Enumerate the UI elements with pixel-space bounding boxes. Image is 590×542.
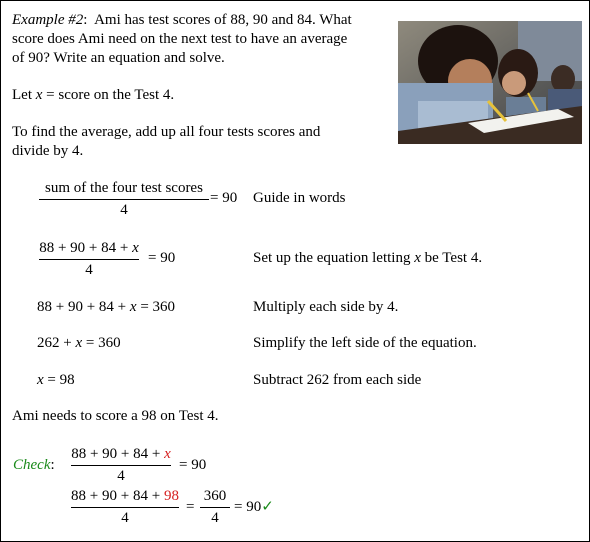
intro-line-2: score does Ami need on the next test to have an average <box>12 31 348 47</box>
fraction-denominator: 4 <box>121 510 129 526</box>
let-statement: Let x = score on the Test 4. <box>12 87 175 103</box>
fraction-denominator: 4 <box>120 202 128 218</box>
example-label: Example #2 <box>12 12 84 28</box>
check-2-equals: = <box>186 499 195 515</box>
fraction-numerator: 88 + 90 + 84 + x <box>71 446 171 462</box>
average-text-line-2: divide by 4. <box>12 143 84 159</box>
photo-illustration <box>398 21 582 144</box>
check-label: Check: <box>13 457 55 473</box>
fraction-bar <box>71 507 179 508</box>
fraction-numerator: 360 <box>203 488 227 504</box>
fraction-denominator: 4 <box>85 262 93 278</box>
check-1-rhs: = 90 <box>179 457 207 473</box>
check-fraction-1 <box>71 445 171 487</box>
fraction-denominator: 4 <box>211 510 219 526</box>
conclusion: Ami needs to score a 98 on Test 4. <box>12 408 219 424</box>
fraction-numerator: 88 + 90 + 84 + 98 <box>71 488 179 504</box>
checkmark-icon: ✓ <box>261 499 274 515</box>
step-1-rhs: = 90 <box>210 190 238 206</box>
step-4-description: Simplify the left side of the equation. <box>253 335 477 351</box>
step-2-description: Set up the equation letting x be Test 4. <box>253 250 483 266</box>
check-fraction-2 <box>71 487 179 529</box>
step-3-equation: 88 + 90 + 84 + x = 360 <box>37 299 176 315</box>
step-3-description: Multiply each side by 4. <box>253 299 399 315</box>
fraction-bar <box>39 259 139 260</box>
fraction-bar <box>39 199 209 200</box>
average-text-line-1: To find the average, add up all four tests scores and <box>12 124 321 140</box>
students-taking-test-photo <box>398 21 582 144</box>
equation-fraction <box>39 239 139 281</box>
step-2-rhs: = 90 <box>148 250 176 266</box>
step-4-equation: 262 + x = 360 <box>37 335 121 351</box>
check-2-rhs: = 90✓ <box>234 499 274 515</box>
fraction-numerator: sum of the four test scores <box>45 180 203 196</box>
fraction-numerator: 88 + 90 + 84 + x <box>39 240 139 256</box>
fraction-bar <box>71 465 171 466</box>
intro-line-1: Example #2: Ami has test scores of 88, 90 and 84. What <box>12 12 352 28</box>
step-5-equation: x = 98 <box>37 372 75 388</box>
words-fraction <box>39 179 209 221</box>
fraction-denominator: 4 <box>117 468 125 484</box>
step-1-description: Guide in words <box>253 190 346 206</box>
variable-x: x <box>35 87 43 103</box>
fraction-bar <box>200 507 230 508</box>
check-fraction-3 <box>200 487 230 529</box>
step-5-description: Subtract 262 from each side <box>253 372 422 388</box>
intro-line-3: of 90? Write an equation and solve. <box>12 50 225 66</box>
